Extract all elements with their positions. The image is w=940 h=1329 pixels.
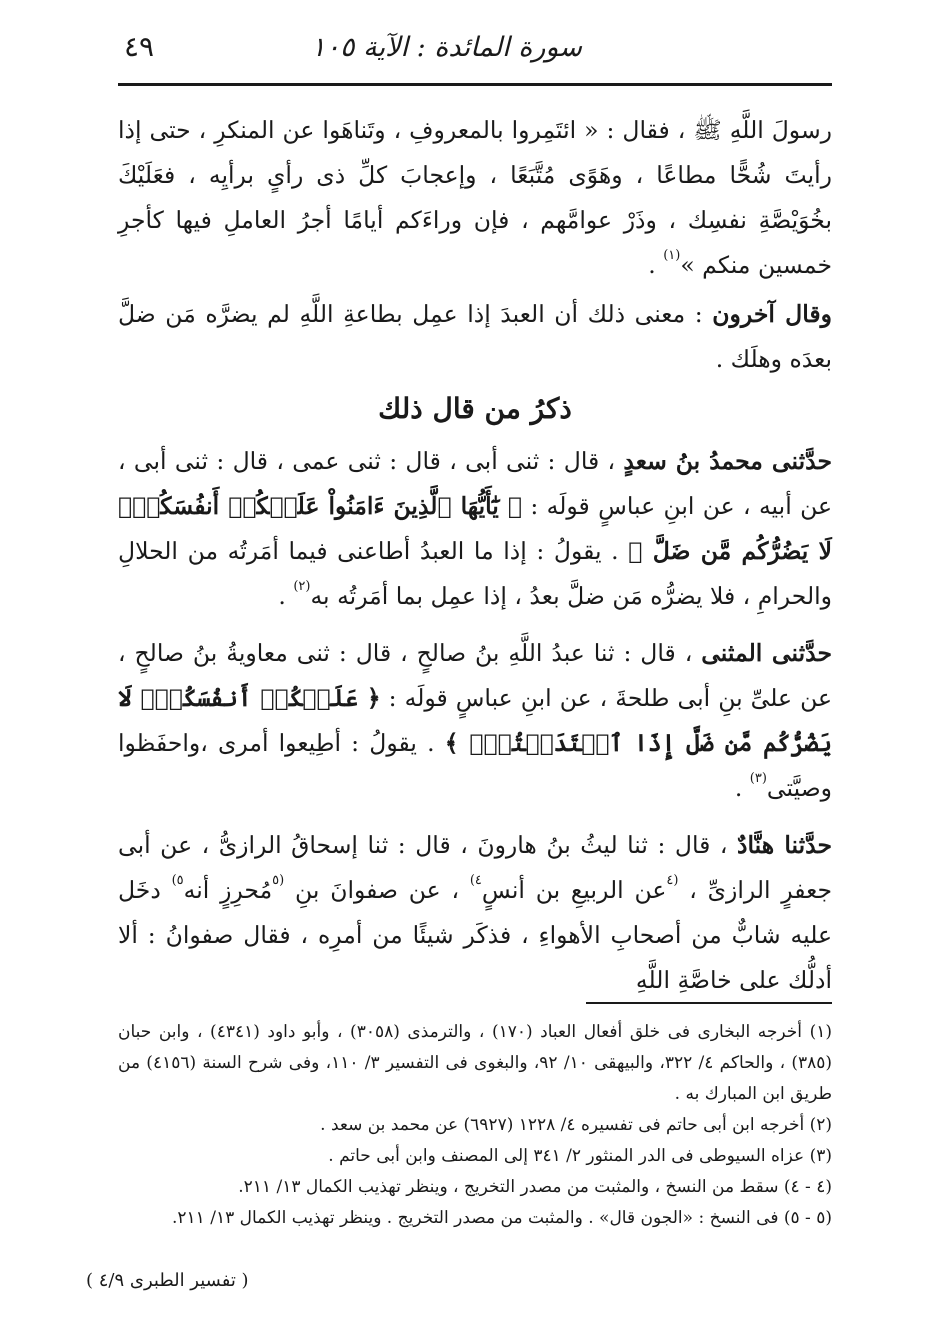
narration-lead: حدَّثنا هنَّادٌ [737,831,832,859]
footnote-ref[interactable]: ٤) [469,873,482,888]
paragraph-text: رسولَ اللَّهِ ﷺ ، فقال : « ائتَمِروا بالمعروفِ ، وتَناهَوا عن المنكرِ ، حتى إذا رأيتَ شُحًّا مطاعًا ، وهَوًى مُتَّبَعًا ، وإعجابَ كلِّ ذى رأىٍ برأيِه ، فعَلَيْكَ بخُوَيْصَّةِ نفسِك ، وذَرْ عوامَّهم ، فإن وراءَكم أيامًا أجرُ العاملِ فيها كأجرِ خمسين منكم » [118,116,832,279]
narration-text: . يقولُ : أطِيعوا أمرى ،واحفَظوا وصيَّتى [118,729,832,802]
footnote: (٥ - ٥) فى النسخ : «الجون قال» . والمثبت من مصدر التخريج . وينظر تهذيب الكمال ١٣/ ٢١١. [172,1208,832,1228]
narration-end: . [278,582,294,610]
footnote-separator [586,1002,832,1004]
footnote-ref[interactable]: ٥) [171,873,184,888]
narration-end: . [734,774,750,802]
footnote: (٤ - ٤) سقط من النسخ ، والمثبت من مصدر التخريج ، وينظر تهذيب الكمال ١٣/ ٢١١. [238,1177,832,1197]
main-text [118,108,832,1015]
narration [118,823,832,1003]
footnote: (٣) عزاه السيوطى فى الدر المنثور ٢/ ٣٤١ إلى المصنف وابن أبى حاتم . [328,1146,832,1166]
section-heading: ذكرُ من قال ذلك [378,392,572,425]
narration [118,631,832,811]
footnote-ref[interactable]: (٣) [749,771,767,786]
footnote-ref[interactable]: (٥ [272,873,285,888]
quran-quote: ﴿ يَٰٓأَيُّهَا ٱلَّذِينَ ءَامَنُواْ عَلَيۡكُمۡ أَنفُسَكُمۡۖ لَا يَضُرُّكُم مَّن ضَلَّ ﴾ [118,492,832,565]
narration-text: ، عن صفوانَ بنِ [284,876,470,904]
paragraph-text: : معنى ذلك أن العبدَ إذا عمِل بطاعةِ اللَّهِ لم يضرَّه مَن ضلَّ بعدَه وهلَك . [118,300,832,373]
header-title: سورة المائدة : الآية ١٠٥ [311,32,582,63]
volume-marker: ( تفسير الطبرى ٤/٩ ) [86,1270,249,1291]
quran-quote: ﴿ عَلَيۡكُمۡ أَنفُسَكُمۡۖ لَا يَضُرُّكُم مَّن ضَلَّ إِذَا ٱهۡتَدَيۡتُمۡۚ ﴾ [118,684,832,757]
page-number: ٤٩ [124,30,155,63]
narration-text: دخَل عليه شابٌّ من أصحابِ الأهواءِ ، فذكَر شيئًا من أمرِه ، فقال صفوانُ : ألا أدلُّك على خاصَّةِ اللَّهِ [118,876,832,994]
narration [118,439,832,619]
header-rule [118,83,832,86]
narration-lead: حدَّثنى المثنى [701,639,832,667]
narration-text: ، قال : ثنا ليثُ بنُ هارونَ ، قال : ثنا إسحاقُ الرازىُّ ، عن أبى جعفرٍ الرازىِّ ، [118,831,833,904]
narration-text: ، قال : ثنا عبدُ اللَّهِ بنُ صالحٍ ، قال : ثنى معاويةُ بنُ صالحٍ ، عن علىِّ بنِ أبى طلحةَ ، عن ابنِ عباسٍ قولَه : [118,639,832,712]
paragraph [118,108,832,288]
paragraph [118,292,832,382]
footnote-ref[interactable]: (١) [663,248,681,263]
footnotes [118,1017,832,1234]
paragraph-end: . [648,251,664,279]
paragraph-lead: وقال آخرون [712,300,832,328]
footnote: (١) أخرجه البخارى فى خلق أفعال العباد (١٧٠) ، والترمذى (٣٠٥٨) ، وأبو داود (٤٣٤١) ، وابن حبان (٣٨٥) ، والحاكم ٤/ ٣٢٢، والبيهقى ١٠/ ٩٢، والبغوى فى التفسير ٣/ ١١٠، وفى شرح السنة (٤١٥٦) من طريق ابن المبارك به . [118,1022,832,1104]
narration-text: عن الربيعِ بن أنسٍ [481,876,667,904]
footnote: (٢) أخرجه ابن أبى حاتم فى تفسيره ٤/ ١٢٢٨ (٦٩٢٧) عن محمد بن سعد . [320,1115,832,1135]
footnote-ref[interactable]: (٤ [666,873,679,888]
narration-text: . يقولُ : إذا ما العبدُ أطاعنى فيما أمَرتُه من الحلالِ والحرامِ ، فلا يضرُّه مَن ضلَّ بعدُ ، إذا عمِل بما أمَرتُه به [118,537,832,610]
footnote-ref[interactable]: (٢) [293,579,311,594]
narration-lead: حدَّثنى محمدُ بنُ سعدٍ [623,447,832,475]
narration-text: ، قال : ثنى أبى ، قال : ثنى عمى ، قال : ثنى أبى ، عن أبيه ، عن ابنِ عباسٍ قولَه : [118,447,832,520]
narration-text: مُحرِزٍ أنه [183,876,273,904]
running-header [118,26,832,86]
